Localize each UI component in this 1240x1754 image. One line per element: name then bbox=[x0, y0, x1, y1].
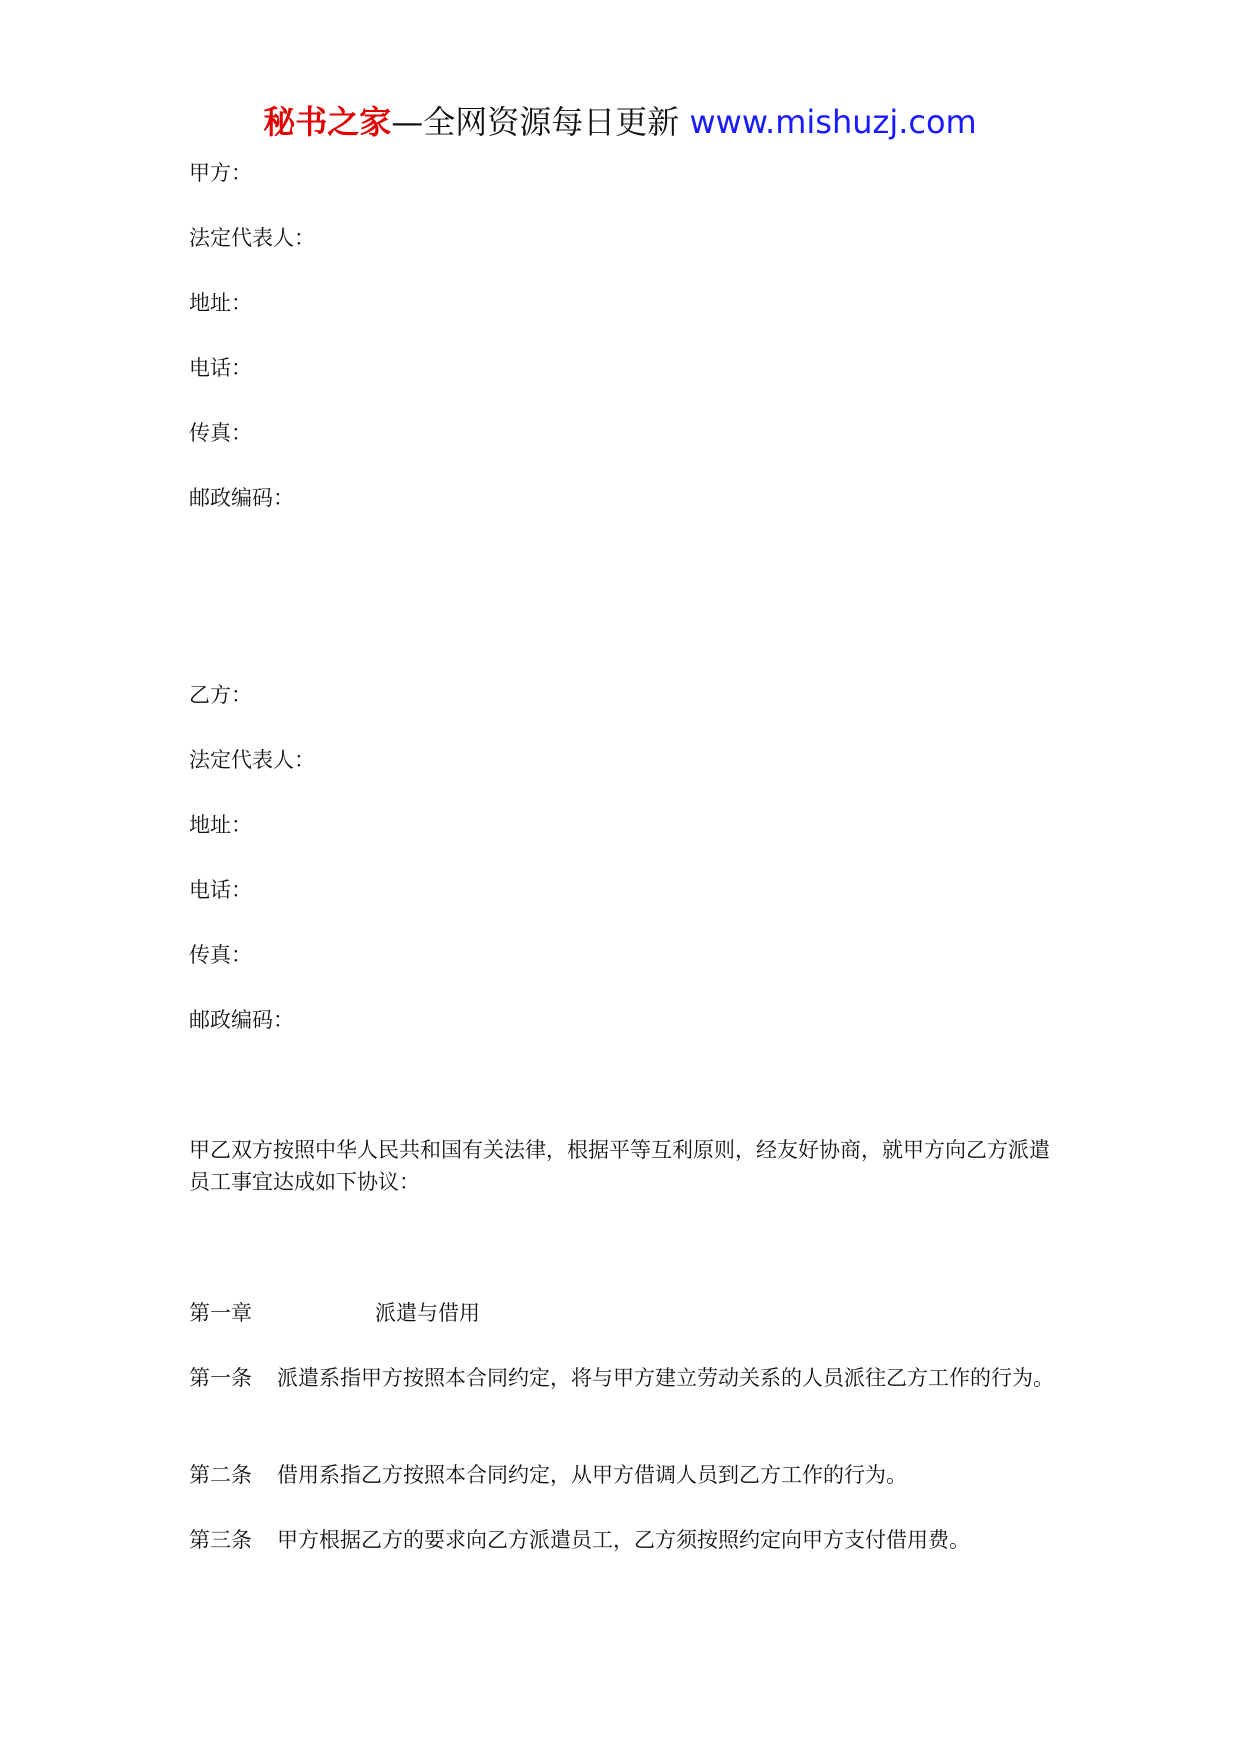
article-number: 第三条 bbox=[189, 1528, 252, 1552]
party-b-rep-label: 法定代表人： bbox=[189, 748, 315, 772]
party-b-phone-label: 电话： bbox=[189, 878, 252, 902]
banner-url[interactable]: www.mishuzj.com bbox=[689, 103, 977, 141]
chapter-heading bbox=[189, 1297, 480, 1329]
article-number: 第二条 bbox=[189, 1463, 252, 1487]
chapter-title: 派遣与借用 bbox=[375, 1301, 480, 1325]
article-3 bbox=[189, 1524, 1059, 1556]
banner-slogan: —全网资源每日更新 bbox=[391, 103, 680, 141]
article-number: 第一条 bbox=[189, 1366, 252, 1390]
article-text: 借用系指乙方按照本合同约定，从甲方借调人员到乙方工作的行为。 bbox=[277, 1463, 907, 1487]
party-a-address-label: 地址： bbox=[189, 291, 252, 315]
article-text: 派遣系指甲方按照本合同约定，将与甲方建立劳动关系的人员派往乙方工作的行为。 bbox=[277, 1366, 1054, 1390]
party-a-phone-label: 电话： bbox=[189, 356, 252, 380]
article-2 bbox=[189, 1459, 1059, 1491]
article-text: 甲方根据乙方的要求向乙方派遣员工，乙方须按照约定向甲方支付借用费。 bbox=[277, 1528, 970, 1552]
party-a-fax-label: 传真： bbox=[189, 421, 252, 445]
party-b-name-label: 乙方： bbox=[189, 683, 252, 707]
site-banner bbox=[0, 100, 1240, 144]
party-b-postcode-label: 邮政编码： bbox=[189, 1008, 294, 1032]
party-a-rep-label: 法定代表人： bbox=[189, 226, 315, 250]
article-1 bbox=[189, 1362, 1059, 1394]
party-a-postcode-label: 邮政编码： bbox=[189, 486, 294, 510]
party-b-fax-label: 传真： bbox=[189, 943, 252, 967]
banner-brand: 秘书之家 bbox=[263, 103, 392, 141]
party-b-address-label: 地址： bbox=[189, 813, 252, 837]
chapter-number: 第一章 bbox=[189, 1301, 252, 1325]
preamble-paragraph: 甲乙双方按照中华人民共和国有关法律，根据平等互利原则，经友好协商，就甲方向乙方派遣员工事宜达成如下协议： bbox=[189, 1138, 1050, 1194]
party-a-name-label: 甲方： bbox=[189, 161, 252, 185]
